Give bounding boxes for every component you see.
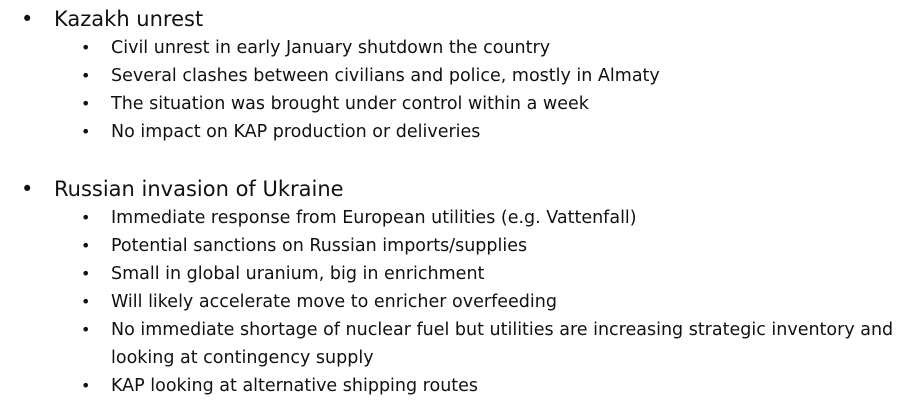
list-item-text: KAP looking at alternative shipping routes <box>111 376 479 396</box>
list-item <box>0 204 920 232</box>
list-item <box>0 260 920 288</box>
list-item-text: No impact on KAP production or deliveries <box>111 122 481 142</box>
list-item <box>0 90 920 118</box>
list-item <box>0 62 920 90</box>
list-item-text: No immediate shortage of nuclear fuel but utilities are increasing strategic inventory and looking at contingency supply <box>111 320 894 368</box>
list-item <box>0 372 920 400</box>
section-russian-invasion <box>0 174 920 400</box>
list-item-text: The situation was brought under control within a week <box>111 94 589 114</box>
list-item-text: Several clashes between civilians and police, mostly in Almaty <box>111 66 660 86</box>
bullet-icon: • <box>81 122 91 141</box>
bullet-icon: • <box>81 376 91 395</box>
bullet-icon: • <box>21 177 34 201</box>
list-item <box>0 316 920 372</box>
bullet-icon: • <box>81 66 91 85</box>
bullet-icon: • <box>81 94 91 113</box>
list-item-text: Potential sanctions on Russian imports/supplies <box>111 236 528 256</box>
bullet-icon: • <box>81 208 91 227</box>
bullet-icon: • <box>81 292 91 311</box>
bullet-icon: • <box>81 38 91 57</box>
heading-kazakh-unrest <box>0 4 920 34</box>
bullet-icon: • <box>21 7 34 31</box>
list-item <box>0 34 920 62</box>
list-item-text: Will likely accelerate move to enricher overfeeding <box>111 292 557 312</box>
list-item <box>0 232 920 260</box>
heading-russian-invasion <box>0 174 920 204</box>
list-item <box>0 288 920 316</box>
list-item-text: Small in global uranium, big in enrichment <box>111 264 485 284</box>
bullet-icon: • <box>81 320 91 339</box>
heading-text: Kazakh unrest <box>54 7 204 31</box>
section-kazakh-unrest <box>0 4 920 146</box>
bullet-icon: • <box>81 236 91 255</box>
bullet-icon: • <box>81 264 91 283</box>
list-item-text: Immediate response from European utilities (e.g. Vattenfall) <box>111 208 637 228</box>
list-item-text: Civil unrest in early January shutdown the country <box>111 38 551 58</box>
list-item <box>0 118 920 146</box>
heading-text: Russian invasion of Ukraine <box>54 177 344 201</box>
